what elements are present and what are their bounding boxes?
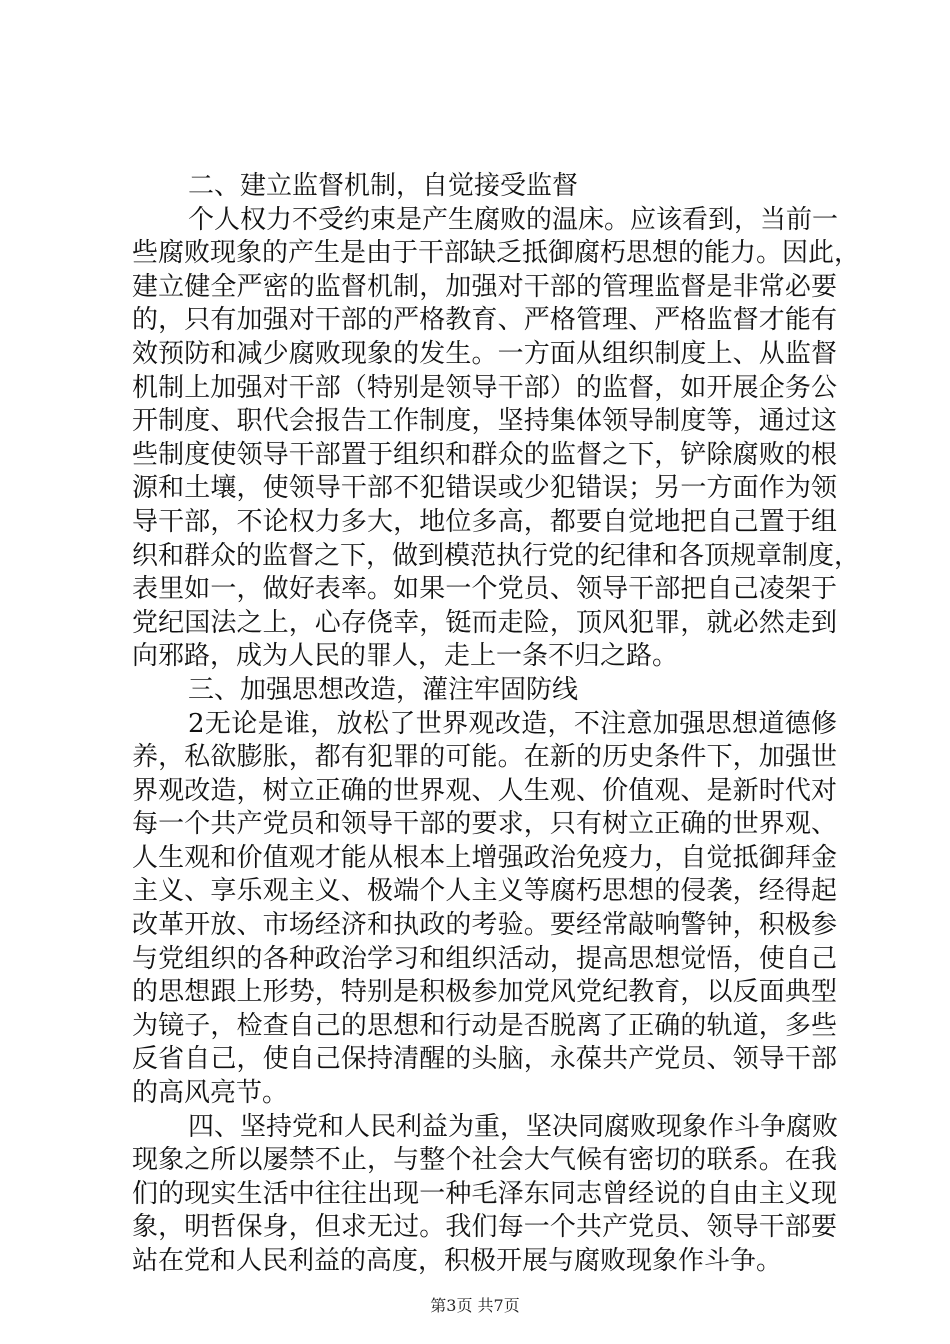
paragraph-line: 的高风亮节。: [132, 1078, 289, 1109]
paragraph-line: 导干部，不论权力多大，地位多高，都要自觉地把自己置于组: [132, 506, 837, 537]
paragraph-line: 现象之所以屡禁不止，与整个社会大气候有密切的联系。在我: [132, 1145, 837, 1176]
paragraph-line: 2无论是谁，放松了世界观改造，不注意加强思想道德修: [188, 708, 837, 739]
section-heading-4: 四、坚持党和人民利益为重，坚决同腐败现象作斗争腐败: [188, 1111, 839, 1142]
paragraph-line: 个人权力不受约束是产生腐败的温床。应该看到，当前一: [188, 204, 839, 235]
paragraph-line: 主义、享乐观主义、极端个人主义等腐朽思想的侵袭，经得起: [132, 876, 837, 907]
paragraph-line: 表里如一，做好表率。如果一个党员、领导干部把自己凌架于: [132, 574, 837, 605]
page-number-footer: 第3页 共7页: [430, 1296, 520, 1315]
paragraph-line: 们的现实生活中往往出现一种毛泽东同志曾经说的自由主义现: [132, 1178, 837, 1209]
section-heading-3: 三、加强思想改造，灌注牢固防线: [188, 674, 579, 705]
paragraph-line: 党纪国法之上，心存侥幸，铤而走险，顶风犯罪，就必然走到: [132, 607, 837, 638]
section-heading-2: 二、建立监督机制，自觉接受监督: [188, 171, 579, 201]
paragraph-line: 站在党和人民利益的高度，积极开展与腐败现象作斗争。: [132, 1246, 783, 1276]
paragraph-line: 象，明哲保身，但求无过。我们每一个共产党员、领导干部要: [132, 1212, 837, 1243]
paragraph-line: 的思想跟上形势，特别是积极参加党风党纪教育，以反面典型: [132, 977, 837, 1008]
paragraph-line: 与党组织的各种政治学习和组织活动，提高思想觉悟，使自己: [132, 943, 837, 974]
document-body: [132, 170, 861, 1279]
paragraph-line: 为镜子，检查自己的思想和行动是否脱离了正确的轨道，多些: [132, 1010, 837, 1041]
paragraph-line: 源和土壤，使领导干部不犯错误或少犯错误；另一方面作为领: [132, 473, 837, 504]
paragraph-line: 些制度使领导干部置于组织和群众的监督之下，铲除腐败的根: [132, 439, 837, 470]
paragraph-line: 反省自己，使自己保持清醒的头脑，永葆共产党员、领导干部: [132, 1044, 837, 1075]
paragraph-line: 界观改造，树立正确的世界观、人生观、价值观、是新时代对: [132, 775, 837, 806]
paragraph-line: 向邪路，成为人民的罪人，走上一条不归之路。: [132, 641, 679, 672]
paragraph-line: 织和群众的监督之下，做到模范执行党的纪律和各顶规章制度，: [132, 540, 861, 571]
paragraph-line: 效预防和减少腐败现象的发生。一方面从组织制度上、从监督: [132, 338, 837, 369]
paragraph-line: 些腐败现象的产生是由于干部缺乏抵御腐朽思想的能力。因此，: [132, 238, 861, 269]
paragraph-line: 每一个共产党员和领导干部的要求，只有树立正确的世界观、: [132, 809, 837, 840]
paragraph-line: 人生观和价值观才能从根本上增强政治免疫力，自觉抵御拜金: [132, 842, 837, 873]
paragraph-line: 改革开放、市场经济和执政的考验。要经常敲响警钟，积极参: [132, 910, 837, 941]
paragraph-line: 建立健全严密的监督机制，加强对干部的管理监督是非常必要: [132, 271, 837, 302]
paragraph-line: 机制上加强对干部（特别是领导干部）的监督，如开展企务公: [132, 372, 837, 403]
paragraph-line: 开制度、职代会报告工作制度，坚持集体领导制度等，通过这: [132, 406, 837, 437]
paragraph-line: 的，只有加强对干部的严格教育、严格管理、严格监督才能有: [132, 305, 837, 336]
paragraph-line: 养，私欲膨胀，都有犯罪的可能。在新的历史条件下，加强世: [132, 742, 837, 773]
